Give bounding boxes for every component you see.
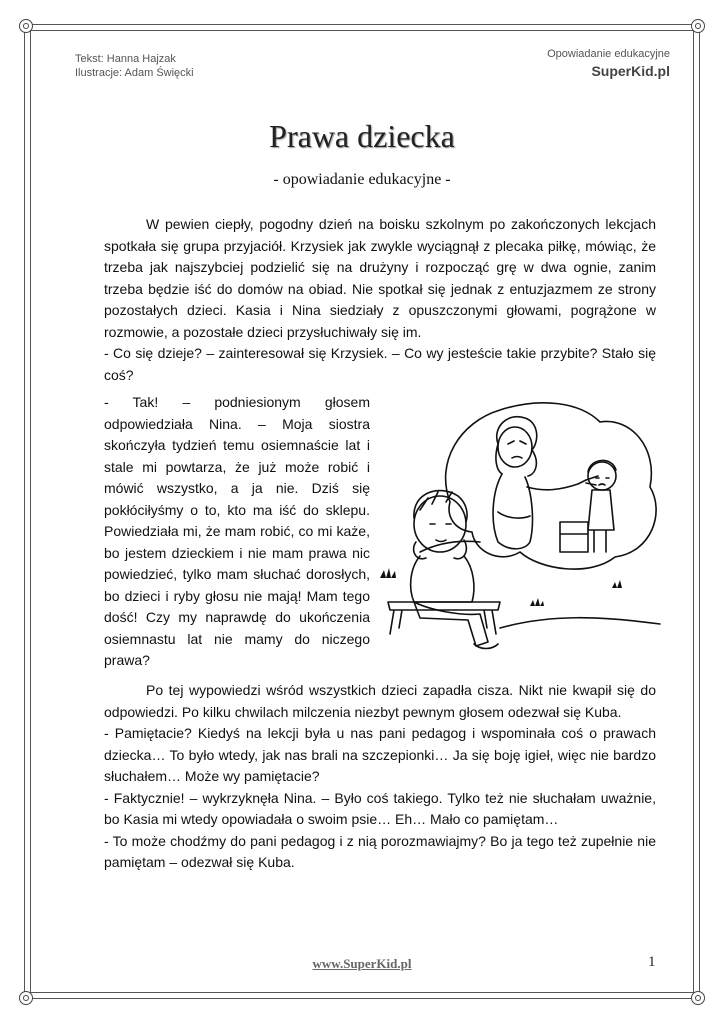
story-text-bottom — [104, 680, 656, 874]
paragraph: - To może chodźmy do pani pedagog i z nią porozmawiajmy? Bo ja tego też zupełnie nie pamiętam – odezwał się Kuba. — [104, 832, 656, 870]
page-subtitle: - opowiadanie edukacyjne - — [273, 171, 451, 188]
thought-bubble — [446, 403, 657, 569]
desk — [560, 522, 588, 552]
paragraph: - Tak! – podniesionym głosem odpowiedziała Nina. – Moja siostra skończyła tydzień temu osiemnaście lat i stale mi powtarza, że już może robić i mówić wszystko, a ja nie. Dziś się pokłóciłyśmy o to, kto ma iść do sklepu. Powiedziała mi, że mam robić, co mi każe, bo jestem dzieckiem i nie mam prawa nic powiedzieć, tylko mam słuchać dorosłych, bo dzieci i ryby głosu nie mają! Mam tego dość! Czy my naprawdę do ukończenia osiemnastu lat nie mamy do niczego prawa? — [104, 394, 370, 668]
bench — [388, 602, 500, 634]
story-text-top — [104, 214, 656, 386]
story-category: Opowiadanie edukacyjne — [547, 48, 670, 60]
corner-ornament — [19, 19, 33, 33]
woman-head — [498, 427, 532, 467]
grass-tufts — [380, 568, 622, 606]
children-illustration — [380, 392, 662, 670]
credits — [75, 52, 194, 80]
illustrator: Ilustracje: Adam Święcki — [75, 67, 194, 79]
brand-name: SuperKid.pl — [591, 63, 670, 79]
paragraph: - Faktycznie! – wykrzyknęła Nina. – Było coś takiego. Tylko też nie słuchałam uważnie, bo Kasia mi wtedy opowiadała o swoim psie… Eh… Mało co pamiętam… — [104, 789, 656, 827]
corner-ornament — [691, 19, 705, 33]
woman-body — [493, 474, 532, 549]
boy-head — [414, 496, 466, 552]
small-boy-body — [588, 490, 614, 552]
small-boy-head — [588, 462, 616, 490]
page-title: Prawa dziecka — [269, 118, 455, 154]
corner-ornament — [19, 991, 33, 1005]
page-number: 1 — [648, 954, 656, 970]
boy-body — [411, 556, 474, 602]
text-author: Tekst: Hanna Hajzak — [75, 53, 176, 65]
story-text-side — [104, 392, 370, 672]
header-brand-block — [547, 47, 670, 81]
paragraph: - Pamiętacie? Kiedyś na lekcji była u nas pani pedagog i wspominała coś o prawach dziecka… To było wtedy, jak nas brali na szczepionki… Ja się boję igieł, więc nie bardzo słuchałem… Może wy pamiętacie? — [104, 725, 656, 784]
footer-link[interactable]: www.SuperKid.pl — [312, 956, 412, 971]
paragraph: W pewien ciepły, pogodny dzień na boisku szkolnym po zakończonych lekcjach spotkała się grupa przyjaciół. Krzysiek jak zwykle wyciągnął z plecaka piłkę, mówiąc, że trzeba jak najszybciej podzielić się na drużyny i rozpocząć grę w dwa ognie, zanim trzeba będzie iść do domów na obiad. Nie spotkał się jednak z entuzjazmem ze strony pozostałych dzieci. Kasia i Nina siedziały z opuszczonymi głowami, pogrążone w rozmowie, a pozostałe dzieci przysłuchiwały się im. — [104, 216, 656, 340]
paragraph: Po tej wypowiedzi wśród wszystkich dzieci zapadła cisza. Nikt nie kwapił się do odpowiedzi. Po kilku chwilach milczenia niezbyt pewnym głosem odezwał się Kuba. — [104, 682, 656, 720]
corner-ornament — [691, 991, 705, 1005]
paragraph: - Co się dzieje? – zainteresował się Krzysiek. – Co wy jesteście takie przybite? Stało się coś? — [104, 345, 656, 383]
